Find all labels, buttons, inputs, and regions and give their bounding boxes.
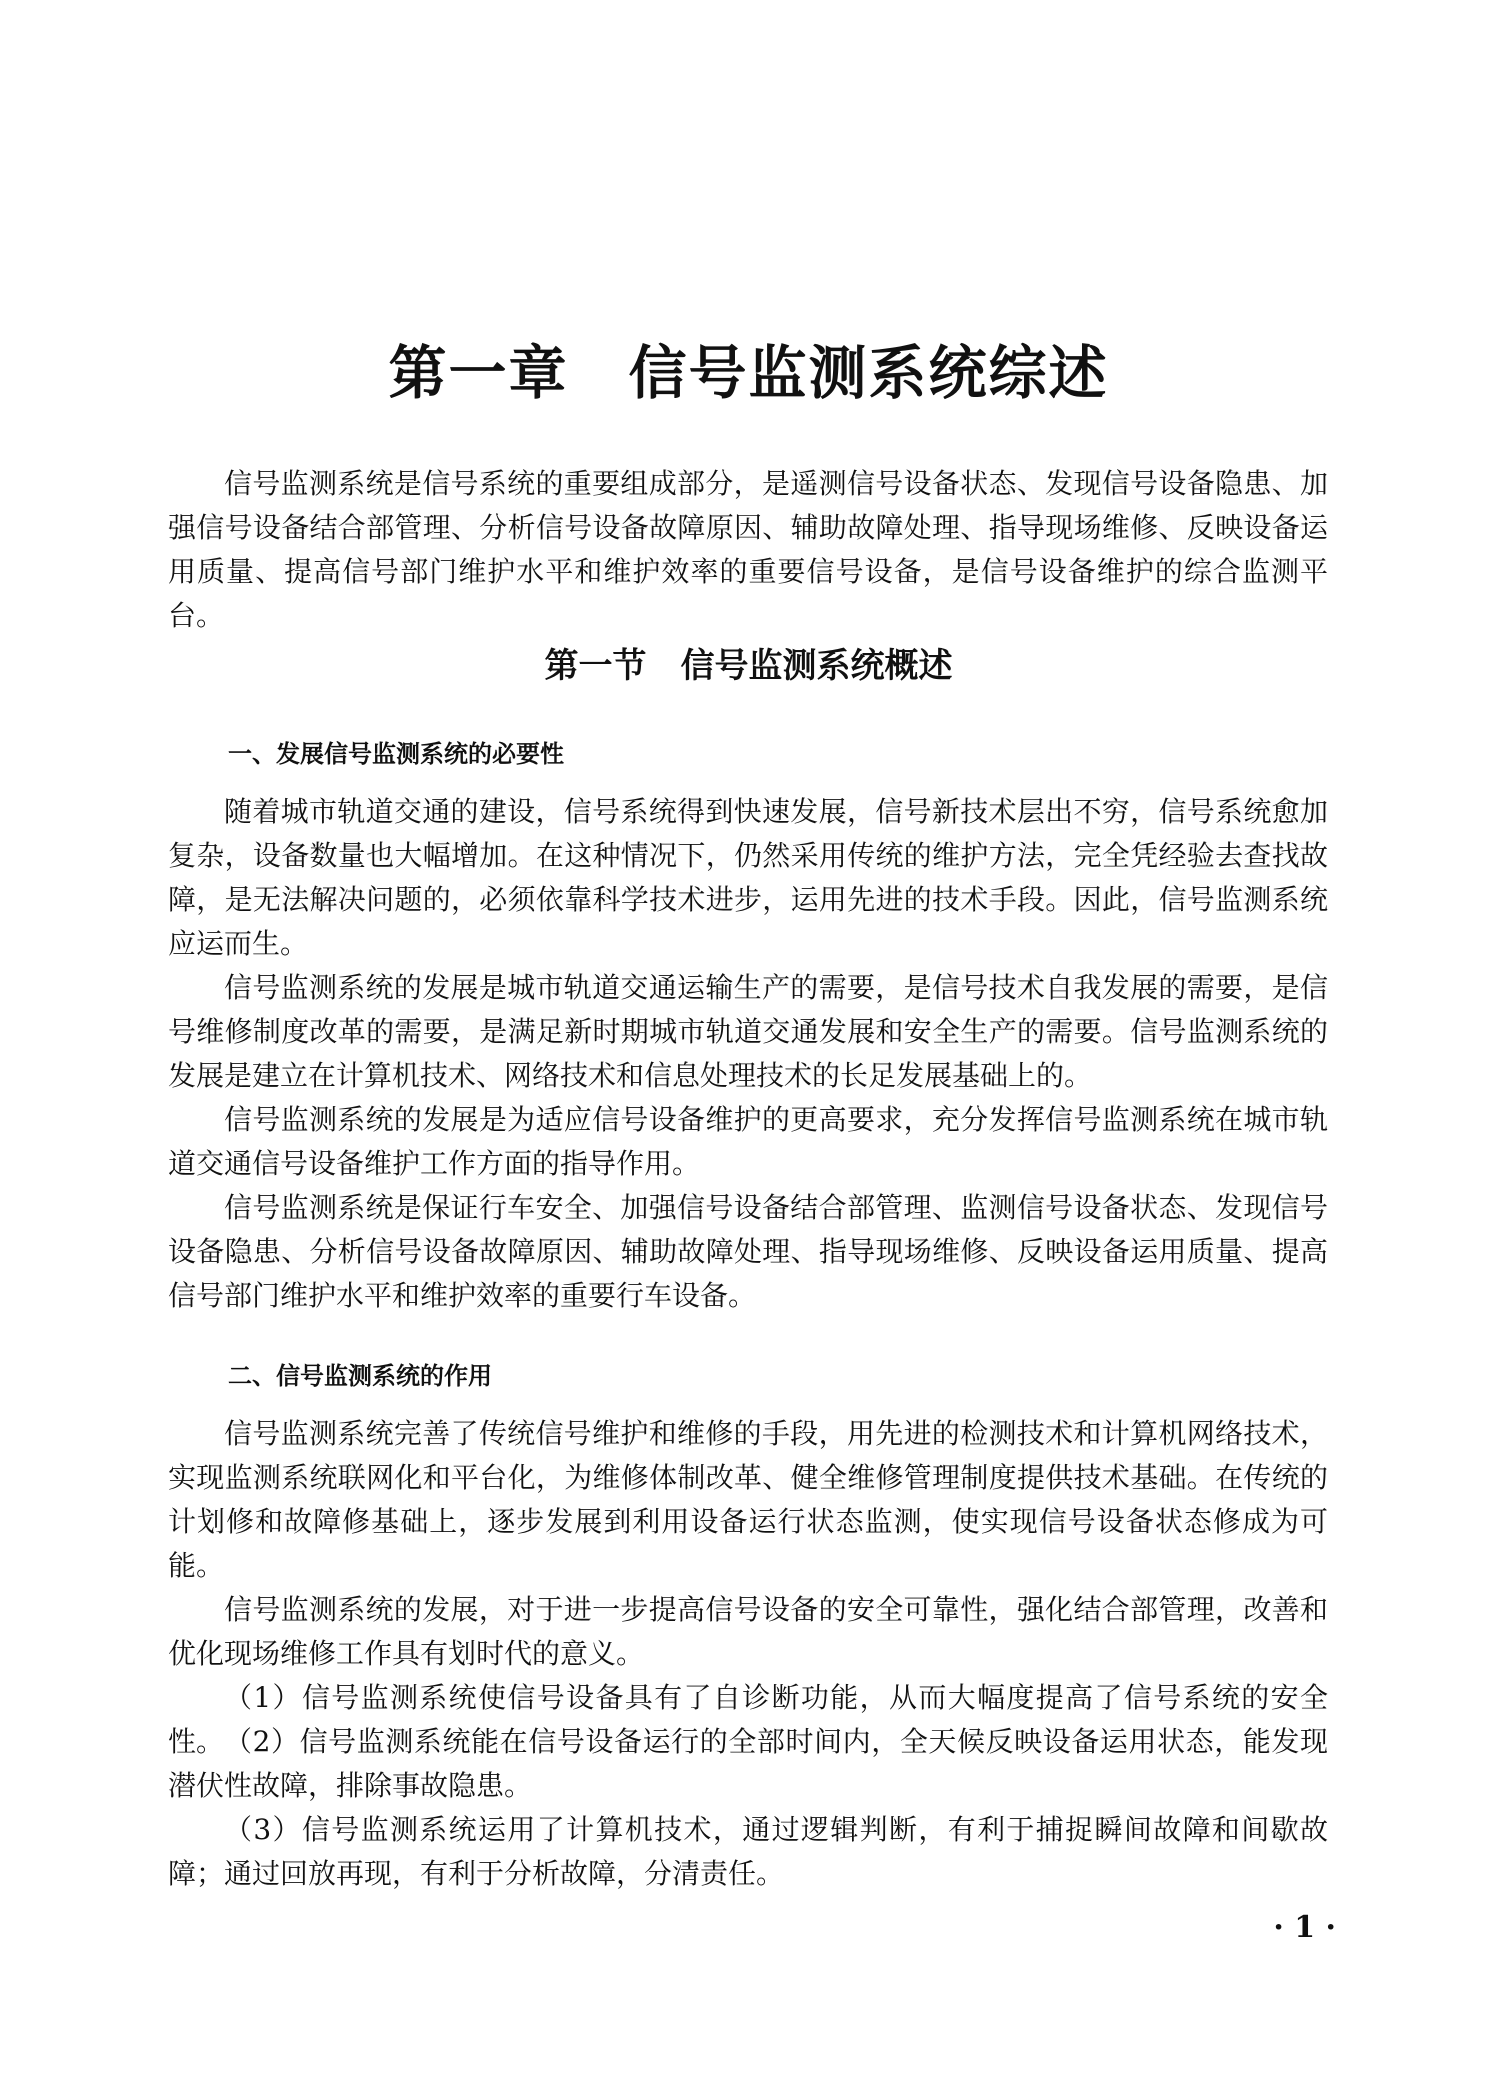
paragraph: 信号监测系统的发展，对于进一步提高信号设备的安全可靠性，强化结合部管理，改善和优化现场维修工作具有划时代的意义。: [168, 1593, 1328, 1670]
list-item: （1）信号监测系统使信号设备具有了自诊断功能，从而大幅度提高了信号系统的安全性。: [168, 1681, 1328, 1758]
section-title: 第一节 信号监测系统概述: [544, 646, 953, 686]
intro-paragraph: 信号监测系统是信号系统的重要组成部分，是遥测信号设备状态、发现信号设备隐患、加强信号设备结合部管理、分析信号设备故障原因、辅助故障处理、指导现场维修、反映设备运用质量、提高信号部门维护水平和维护效率的重要信号设备，是信号设备维护的综合监测平台。: [168, 467, 1328, 632]
paragraph: 信号监测系统的发展是为适应信号设备维护的更高要求，充分发挥信号监测系统在城市轨道交通信号设备维护工作方面的指导作用。: [168, 1103, 1328, 1180]
subsection-heading-necessity: 一、发展信号监测系统的必要性: [228, 740, 564, 768]
chapter-title: 第一章 信号监测系统综述: [388, 339, 1109, 407]
paragraph: 信号监测系统完善了传统信号维护和维修的手段，用先进的检测技术和计算机网络技术，实现监测系统联网化和平台化，为维修体制改革、健全维修管理制度提供技术基础。在传统的计划修和故障修基础上，逐步发展到利用设备运行状态监测，使实现信号设备状态修成为可能。: [168, 1417, 1328, 1582]
paragraph: 信号监测系统的发展是城市轨道交通运输生产的需要，是信号技术自我发展的需要，是信号维修制度改革的需要，是满足新时期城市轨道交通发展和安全生产的需要。信号监测系统的发展是建立在计算机技术、网络技术和信息处理技术的长足发展基础上的。: [168, 971, 1328, 1092]
paragraph: 信号监测系统是保证行车安全、加强信号设备结合部管理、监测信号设备状态、发现信号设备隐患、分析信号设备故障原因、辅助故障处理、指导现场维修、反映设备运用质量、提高信号部门维护水平和维护效率的重要行车设备。: [168, 1191, 1328, 1312]
paragraph: 随着城市轨道交通的建设，信号系统得到快速发展，信号新技术层出不穷，信号系统愈加复杂，设备数量也大幅增加。在这种情况下，仍然采用传统的维护方法，完全凭经验去查找故障，是无法解决问题的，必须依靠科学技术进步，运用先进的技术手段。因此，信号监测系统应运而生。: [168, 795, 1328, 960]
list-item: （3）信号监测系统运用了计算机技术，通过逻辑判断，有利于捕捉瞬间故障和间歇故障；通过回放再现，有利于分析故障，分清责任。: [168, 1813, 1328, 1890]
subsection-heading-function: 二、信号监测系统的作用: [228, 1362, 492, 1390]
list-item: （2）信号监测系统能在信号设备运行的全部时间内，全天候反映设备运用状态，能发现潜伏性故障，排除事故隐患。: [168, 1725, 1328, 1802]
page-number: · 1 ·: [1273, 1910, 1336, 1945]
